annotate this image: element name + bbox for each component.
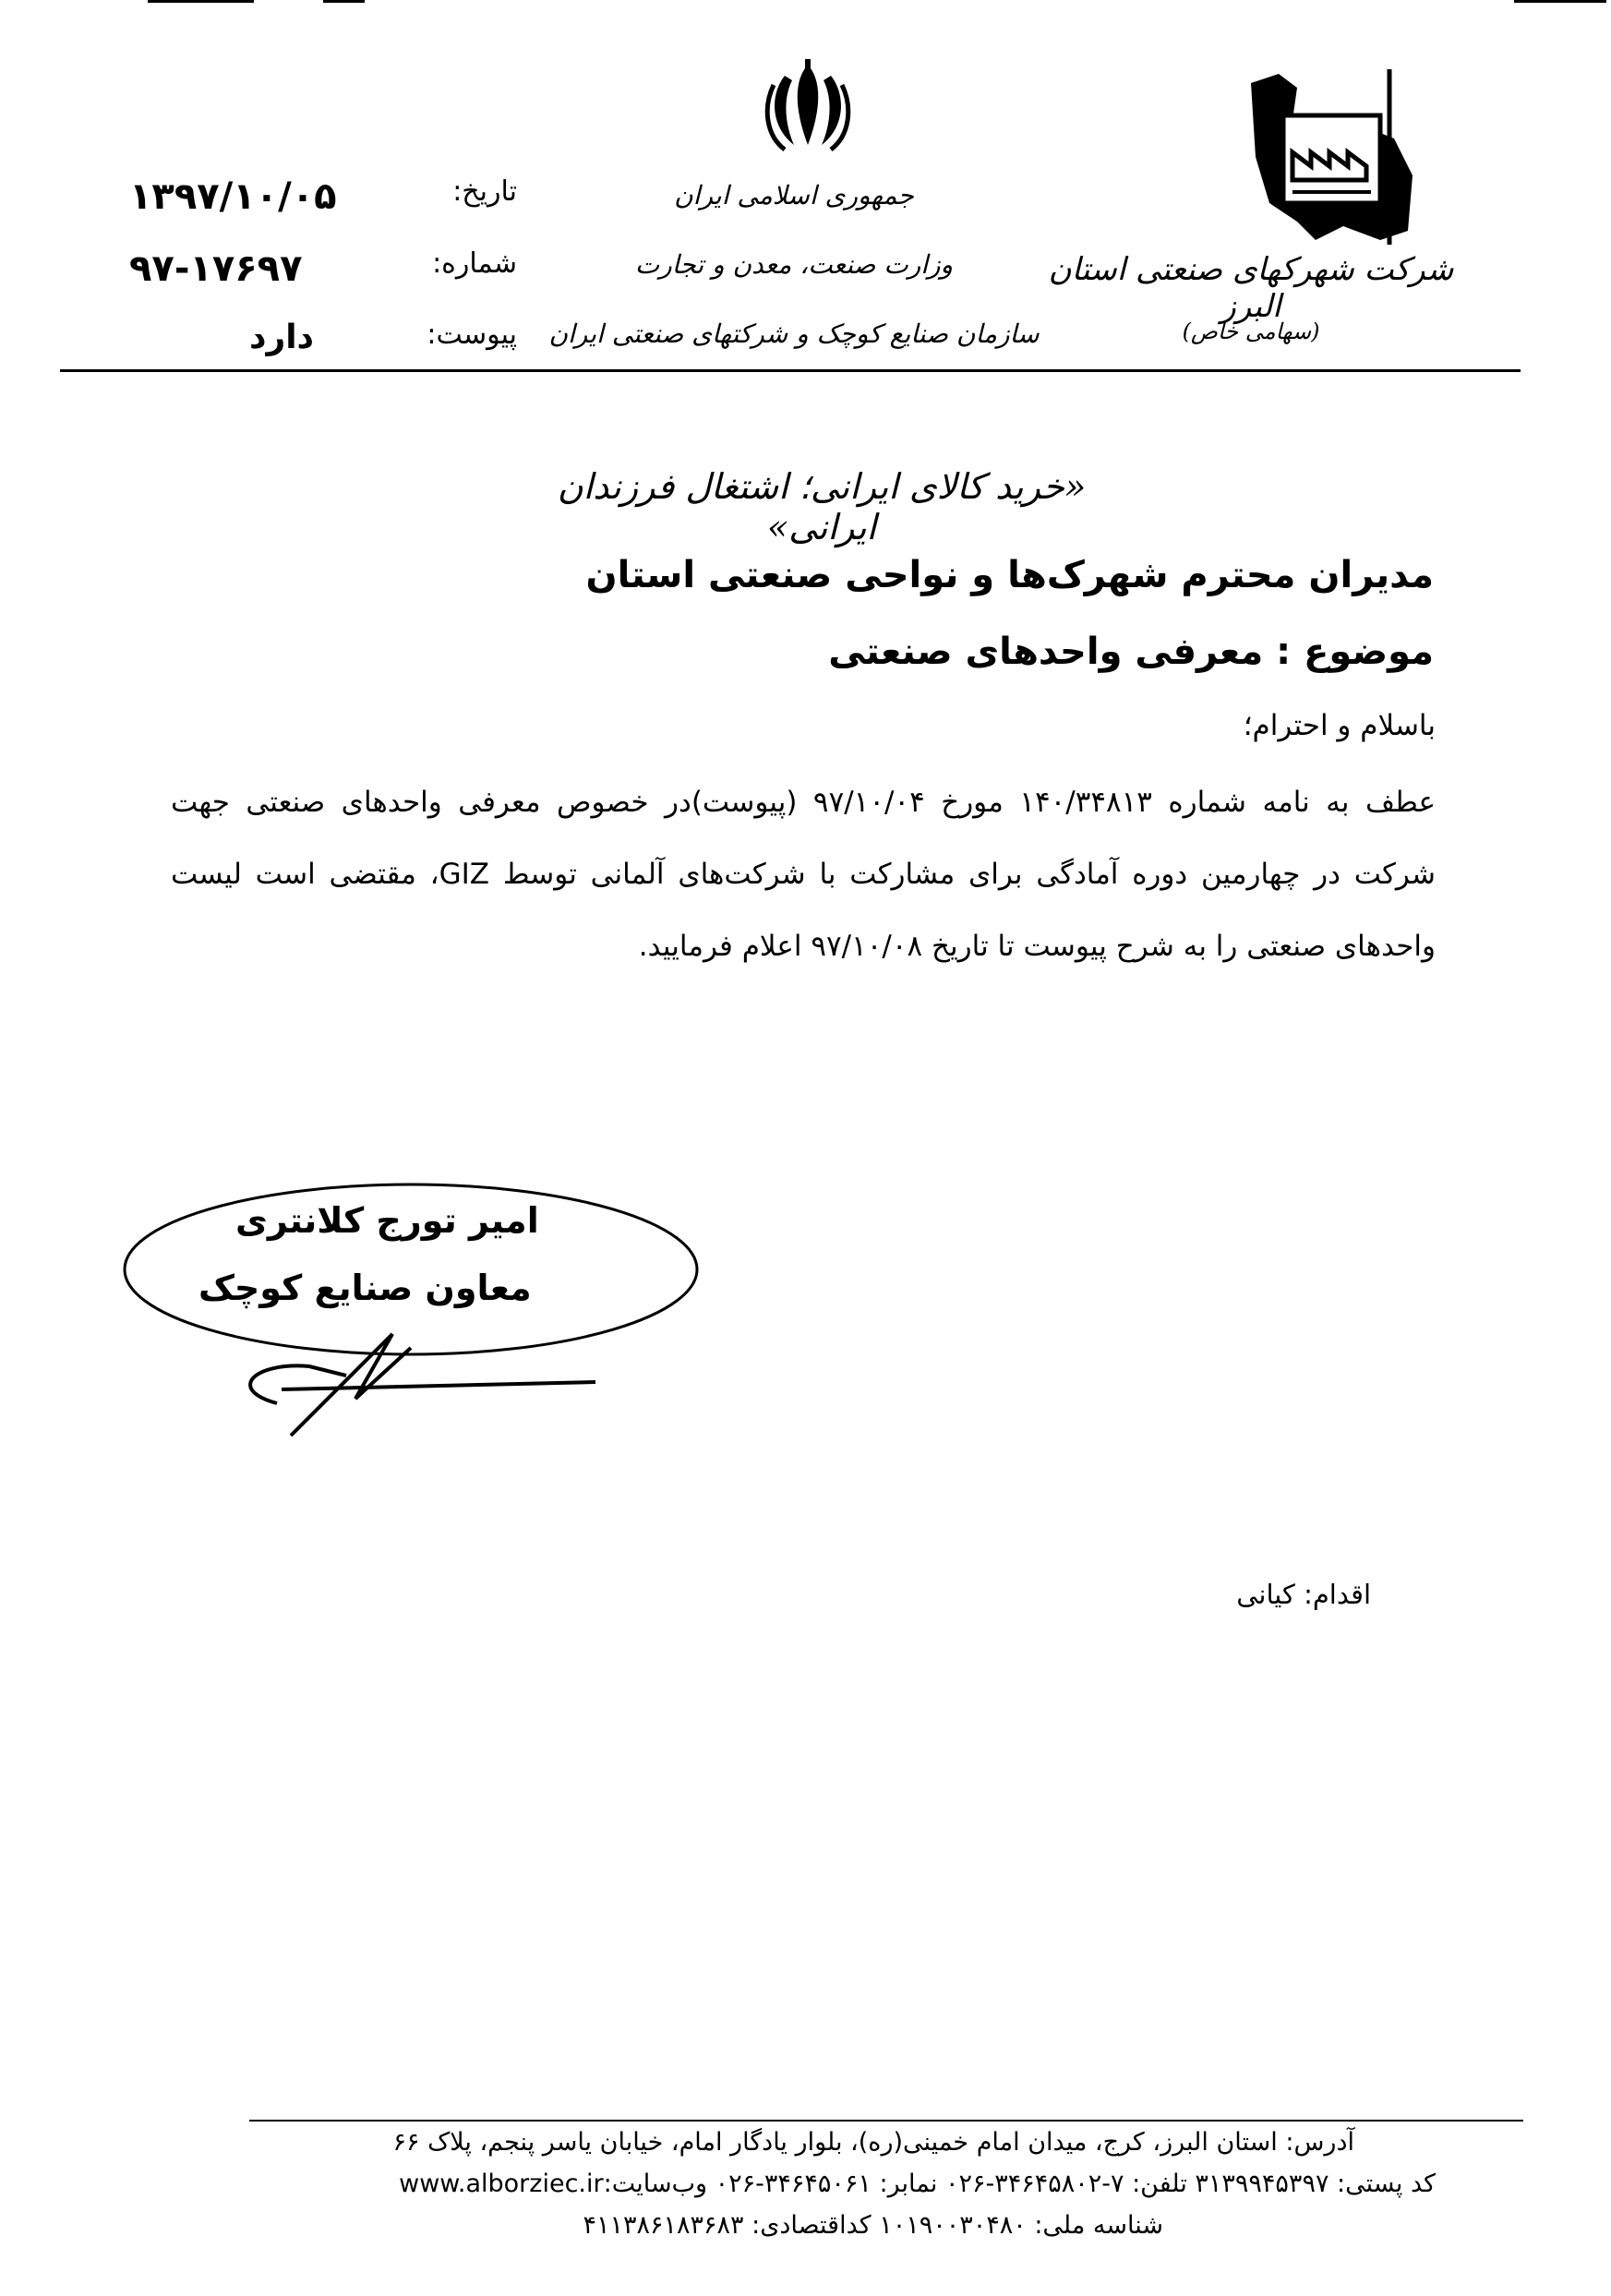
scan-mark — [323, 0, 365, 3]
number-label: شماره: — [432, 247, 517, 280]
date-field — [129, 175, 517, 231]
letter-body: عطف به نامه شماره ۱۴۰/۳۴۸۱۳ مورخ ۹۷/۱۰/۰۴ (پیوست)در خصوص معرفی واحدهای صنعتی جهت شرکت در چهارمین دوره آمادگی برای مشارکت با شرکت‌های آلمانی توسط GIZ، مقتضی است لیست واحدهای صنعتی را به شرح پیوست تا تاریخ ۹۷/۱۰/۰۸ اعلام فرمایید. — [171, 786, 1436, 963]
attachment-value: دارد — [249, 319, 315, 356]
date-label: تاریخ: — [452, 175, 517, 208]
attachment-label: پیوست: — [427, 319, 517, 351]
header-line-ministry: وزارت صنعت، معدن و تجارت — [634, 249, 954, 280]
slogan: «خرید کالای ایرانی؛ اشتغال فرزندان ایرانی» — [557, 466, 1087, 547]
footer-contact: کد پستی: ۳۱۳۹۹۴۵۳۹۷ تلفن: ۷-۳۴۶۴۵۸۰۲-۰۲۶ نمابر: ۳۴۶۴۵۰۶۱-۰۲۶ وب‌سایت:www.alborziec.ir — [399, 2170, 1436, 2198]
scan-mark — [1514, 0, 1606, 3]
company-name: شرکت شهرکهای صنعتی استان البرز — [1048, 251, 1454, 325]
header-line-organization: سازمان صنایع کوچک و شرکتهای صنعتی ایران — [548, 319, 1040, 349]
stamp-title: معاون صنایع کوچک — [198, 1268, 532, 1308]
number-value: ۹۷-۱۷۶۹۷ — [129, 247, 303, 290]
footer-ids: شناسه ملی: ۱۰۱۹۰۰۳۰۴۸۰ کداقتصادی: ۴۱۱۳۸۶۱۸۳۶۸۳ — [583, 2211, 1163, 2240]
header-line-republic: جمهوری اسلامی ایران — [674, 180, 914, 210]
footer-address: آدرس: استان البرز، کرج، میدان امام خمینی(ره)، بلوار یادگار امام، خیابان یاسر پنجم، پلاک ۶۶ — [392, 2128, 1354, 2157]
scan-mark — [148, 0, 254, 3]
action-note: اقدام: کیانی — [1236, 1579, 1371, 1610]
attachment-field — [129, 319, 517, 374]
footer-divider — [249, 2120, 1523, 2122]
header-divider — [60, 369, 1521, 372]
iran-emblem — [757, 57, 859, 159]
subject: موضوع : معرفی واحدهای صنعتی — [828, 631, 1434, 673]
company-type: (سهامی خاص) — [1182, 319, 1320, 344]
number-field — [129, 247, 517, 303]
company-logo — [1242, 65, 1422, 249]
date-value: ۱۳۹۷/۱۰/۰۵ — [129, 175, 337, 218]
recipient: مدیران محترم شهرک‌ها و نواحی صنعتی استان — [585, 554, 1434, 596]
greeting: باسلام و احترام؛ — [1243, 709, 1436, 742]
stamp-name: امیر تورج کلانتری — [235, 1200, 539, 1241]
